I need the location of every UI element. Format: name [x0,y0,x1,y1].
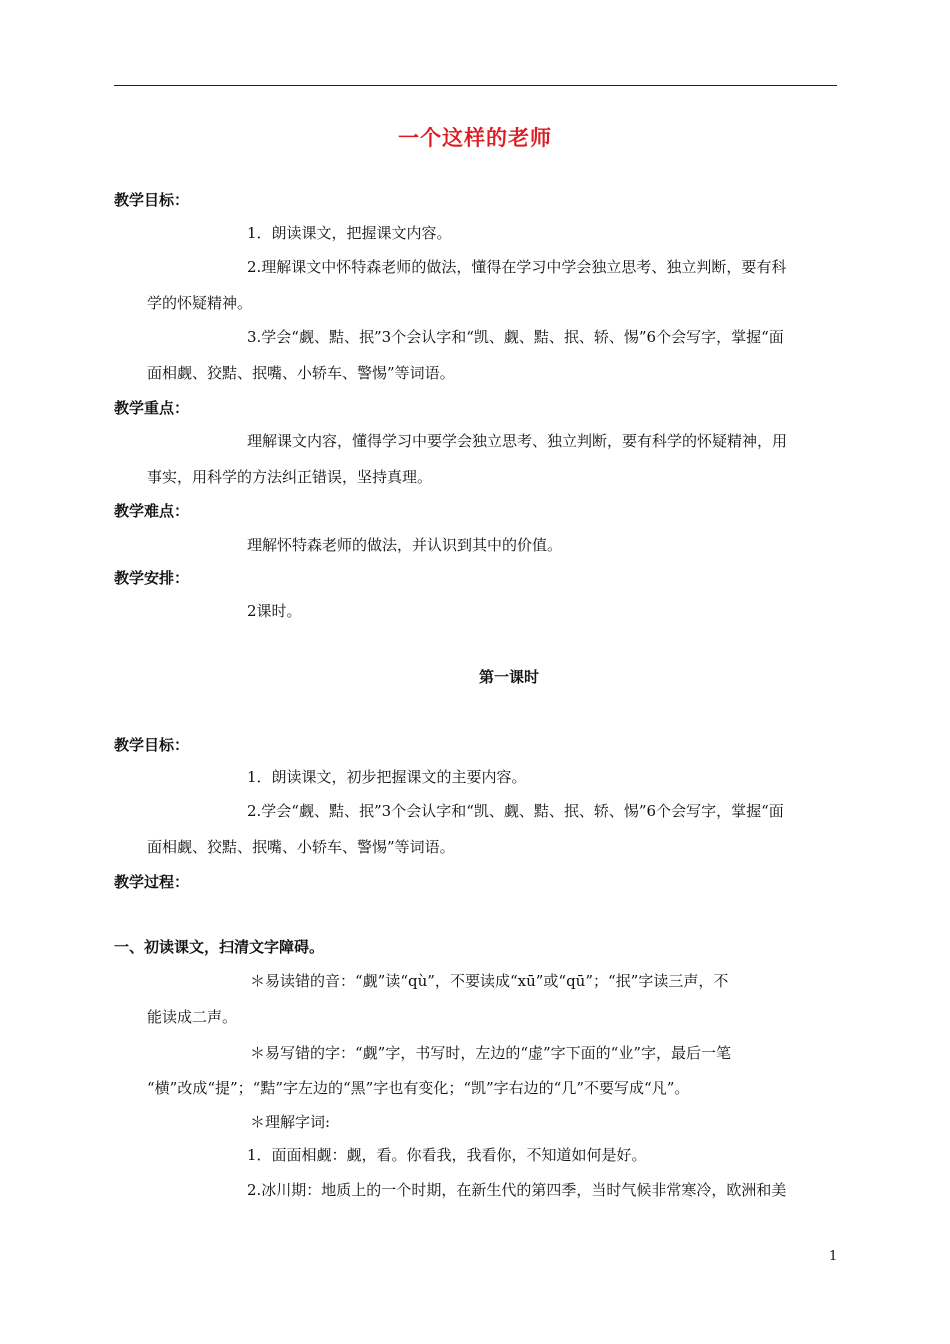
lesson-goal-2-line-1: 2.学会“觑、黠、抿”3个会认字和“凯、觑、黠、抿、轿、惕”6个会写字，掌握“面 [247,802,784,820]
goal-2-line-1: 2.理解课文中怀特森老师的做法，懂得在学习中学会独立思考、独立判断，要有科 [247,258,787,276]
lesson-goal-1: 1．朗读课文，初步把握课文的主要内容。 [247,768,527,786]
section-one-heading: 一、初读课文，扫清文字障碍。 [114,938,325,956]
vocabulary-item-1: 1．面面相觑：觑，看。你看我，我看你，不知道如何是好。 [247,1146,647,1164]
vocabulary-item-2: 2.冰川期：地质上的一个时期，在新生代的第四季，当时气候非常寒冷，欧洲和美 [247,1181,787,1199]
arrangement-text: 2课时。 [247,602,302,620]
header-rule [114,85,837,86]
lesson-one-heading: 第一课时 [478,668,539,686]
heading-teaching-goals: 教学目标： [114,191,190,209]
pronunciation-note-line-1: ＊易读错的音：“觑”读“qù”，不要读成“xū”或“qū”；“抿”字读三声，不 [250,972,729,990]
heading-difficult-points: 教学难点： [114,502,190,520]
heading-key-points: 教学重点： [114,399,190,417]
key-point-line-2: 事实，用科学的方法纠正错误，坚持真理。 [147,468,433,486]
goal-1: 1．朗读课文，把握课文内容。 [247,224,452,242]
heading-arrangement: 教学安排： [114,569,190,587]
key-point-line-1: 理解课文内容，懂得学习中要学会独立思考、独立判断，要有科学的怀疑精神，用 [247,432,788,450]
vocabulary-heading: ＊理解字词: [250,1113,331,1131]
goal-2-line-2: 学的怀疑精神。 [147,294,253,312]
document-title: 一个这样的老师 [398,126,552,150]
lesson-goal-2-line-2: 面相觑、狡黠、抿嘴、小轿车、警惕”等词语。 [147,838,455,856]
page-number: 1 [829,1249,838,1264]
writing-note-line-2: “横”改成“提”；“黠”字左边的“黑”字也有变化；“凯”字右边的“几”不要写成“凡”。 [147,1079,690,1097]
heading-teaching-process: 教学过程： [114,873,190,891]
difficult-point: 理解怀特森老师的做法，并认识到其中的价值。 [247,536,563,554]
goal-3-line-1: 3.学会“觑、黠、抿”3个会认字和“凯、觑、黠、抿、轿、惕”6个会写字，掌握“面 [247,328,784,346]
pronunciation-note-line-2: 能读成二声。 [147,1008,238,1026]
heading-teaching-goals-2: 教学目标： [114,736,190,754]
writing-note-line-1: ＊易写错的字：“觑”字，书写时，左边的“虚”字下面的“业”字，最后一笔 [250,1044,732,1062]
goal-3-line-2: 面相觑、狡黠、抿嘴、小轿车、警惕”等词语。 [147,364,455,382]
